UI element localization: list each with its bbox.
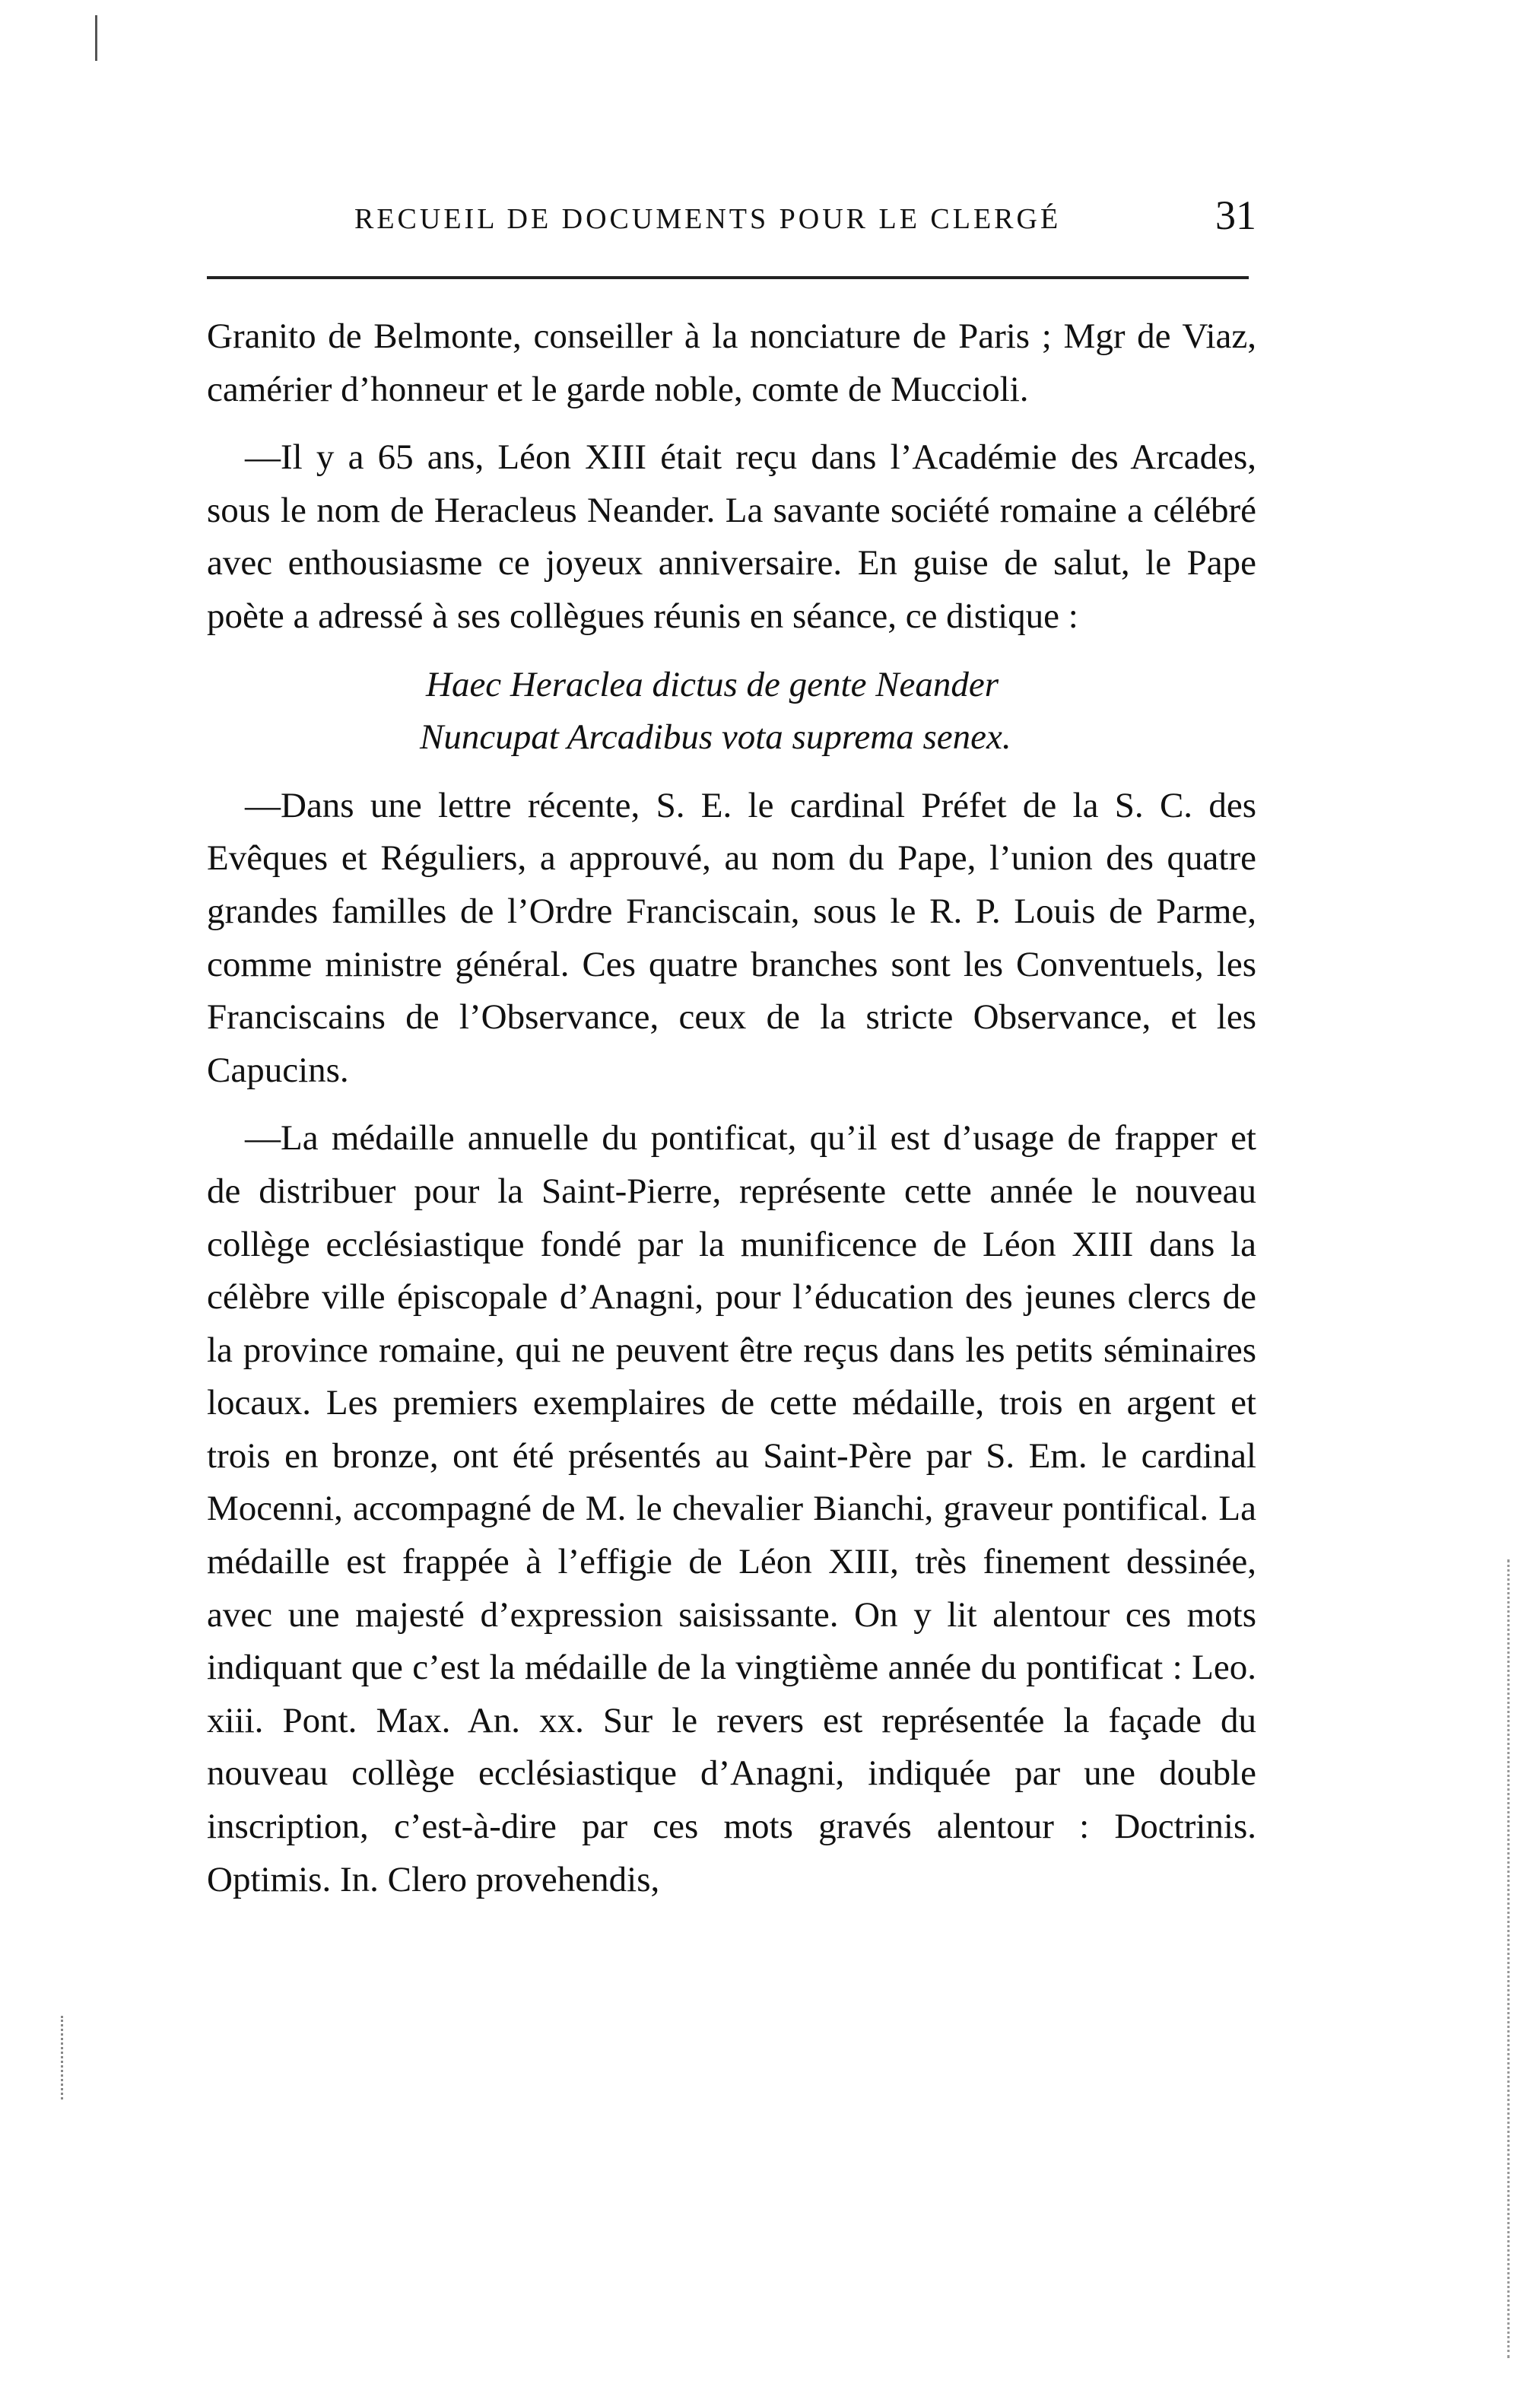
body-text	[207, 310, 1256, 1921]
scan-edge-mark	[1503, 1559, 1510, 2358]
verse-line: Haec Heraclea dictus de gente Neander	[426, 664, 999, 704]
page-header	[207, 192, 1256, 245]
page-number: 31	[1215, 192, 1256, 238]
header-rule	[207, 276, 1249, 279]
verse-line: Nuncupat Arcadibus vota suprema senex.	[420, 717, 1011, 758]
paragraph: —La médaille annuelle du pontificat, qu’il est d’usage de frapper et de distribuer pour la Saint-Pierre, représente cette année le nouveau collège ecclésiastique fondé par la munificence de Léon XIII dans la célèbre ville épiscopale d’Anagni, pour l’éducation des jeunes clercs de la province romaine, qui ne peuvent être reçus dans les petits séminaires locaux. Les premiers exemplaires de cette médaille, trois en argent et trois en bronze, ont été présentés au Saint-Père par S. Em. le cardinal Mocenni, accompagné de M. le chevalier Bianchi, graveur pontifical. La médaille est frappée à l’effigie de Léon XIII, très finement dessinée, avec une majesté d’expression saisissante. On y lit alentour ces mots indiquant que c’est la médaille de la vingtième année du pontificat : Leo. xiii. Pont. Max. An. xx. Sur le revers est représentée la façade du nouveau collège ecclésiastique d’Anagni, indiquée par une double inscription, c’est-à-dire par ces mots gravés alentour : Doctrinis. Optimis. In. Clero provehendis,	[207, 1118, 1256, 1899]
paragraph: —Il y a 65 ans, Léon XIII était reçu dans l’Académie des Arcades, sous le nom de Heracleus Neander. La savante société romaine a célébré avec enthousiasme ce joyeux anniversaire. En guise de salut, le Pape poète a adressé à ses collègues réunis en séance, ce distique :	[207, 437, 1256, 636]
latin-distich	[207, 659, 1256, 764]
scan-edge-mark	[61, 2016, 65, 2099]
running-title: RECUEIL DE DOCUMENTS POUR LE CLERGÉ	[354, 203, 1062, 235]
scan-edge-mark	[95, 15, 99, 61]
paragraph: —Dans une lettre récente, S. E. le cardinal Préfet de la S. C. des Evêques et Réguliers, a approuvé, au nom du Pape, l’union des quatre grandes familles de l’Ordre Franciscain, sous le R. P. Louis de Parme, comme ministre général. Ces quatre branches sont les Conventuels, les Franciscains de l’Observance, ceux de la stricte Observance, et les Capucins.	[207, 785, 1256, 1090]
paragraph: Granito de Belmonte, conseiller à la nonciature de Paris ; Mgr de Viaz, camérier d’honneur et le garde noble, comte de Muccioli.	[207, 316, 1256, 409]
